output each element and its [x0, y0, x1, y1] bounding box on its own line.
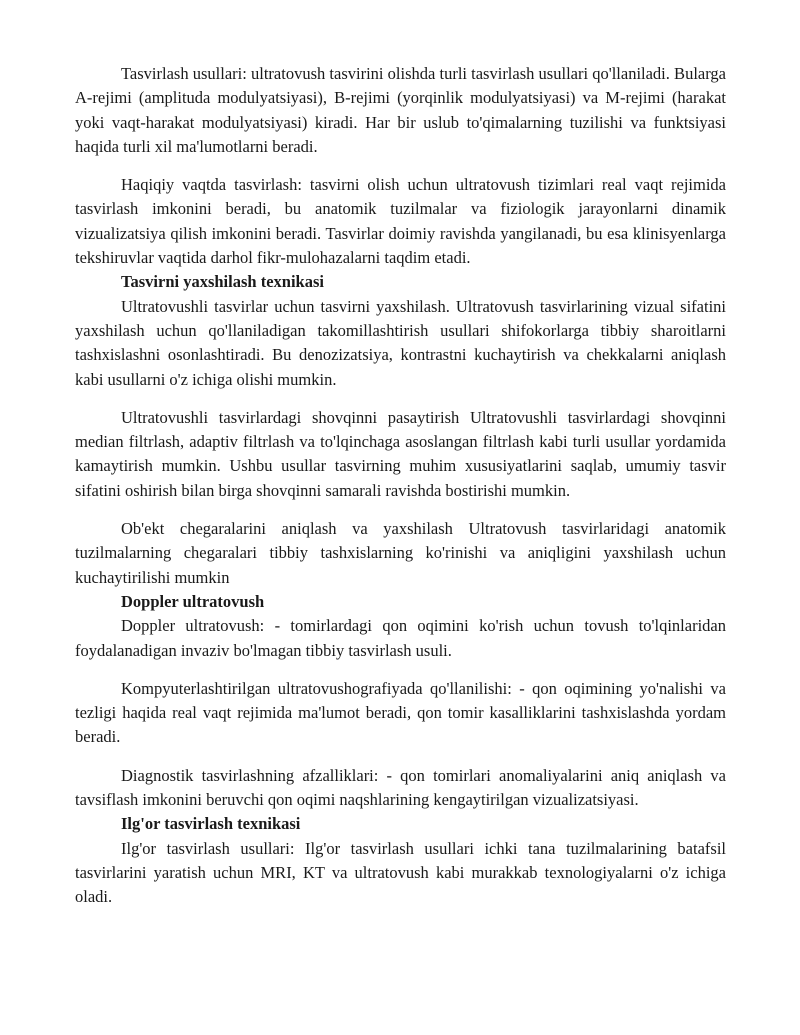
- paragraph-noise-reduction: Ultratovushli tasvirlardagi shovqinni pasaytirish Ultratovushli tasvirlardagi shovqinni median filtrlash, adaptiv filtrlash va to'lqinchaga asoslangan filtrlash kabi turli usullar yordamida kamaytirish mumkin. Ushbu usullar tasvirning muhim xususiyatlarini saqlab, umumiy tasvir sifatini oshirish bilan birga shovqinni samarali ravishda bostirishi mumkin.: [75, 407, 726, 500]
- paragraph-doppler-application: Kompyuterlashtirilgan ultratovushografiyada qo'llanilishi: - qon oqimining yo'nalishi va tezligi haqida real vaqt rejimida ma'lumot beradi, qon tomir kasalliklarini tashxislashda yordam beradi.: [75, 678, 726, 747]
- paragraph-doppler-definition: Doppler ultratovush: - tomirlardagi qon oqimini ko'rish uchun tovush to'lqinlaridan foydalanadigan invaziv bo'lmagan tibbiy tasvirlash usuli.: [75, 616, 726, 660]
- paragraph-advanced-imaging: Ilg'or tasvirlash usullari: Ilg'or tasvirlash usullari ichki tana tuzilmalarining batafsil tasvirlarini yaratish uchun MRI, KT va ultratovush kabi murakkab texnologiyalarni o'z ichiga oladi.: [75, 838, 726, 907]
- document-page: [75, 62, 726, 910]
- paragraph-image-enhancement: Ultratovushli tasvirlar uchun tasvirni yaxshilash. Ultratovush tasvirlarining vizual sifatini yaxshilash uchun qo'llaniladigan takomillashtirish usullari shifokorlarga tibbiy sharoitlarni tashxislashni osonlashtiradi. Bu denozizatsiya, kontrastni kuchaytirish va chekkalarni aniqlash kabi usullarni o'z ichiga olishi mumkin.: [75, 296, 726, 389]
- paragraph-real-time-imaging: Haqiqiy vaqtda tasvirlash: tasvirni olish uchun ultratovush tizimlari real vaqt rejimida tasvirlash imkonini beradi, bu anatomik tuzilmalar va fiziologik jarayonlarni dinamik vizualizatsiya qilish imkonini beradi. Tasvirlar doimiy ravishda yangilanadi, bu esa klinisyenlarga tekshiruvlar vaqtida darhol fikr-mulohazalarni taqdim etadi.: [75, 175, 726, 268]
- heading-image-enhancement: Tasvirni yaxshilash texnikasi: [121, 272, 324, 292]
- paragraph-boundary-detection: Ob'ekt chegaralarini aniqlash va yaxshilash Ultratovush tasvirlaridagi anatomik tuzilmalarning chegaralari tibbiy tashxislarning ko'rinishi va aniqligini yaxshilash uchun kuchaytirilishi mumkin: [75, 519, 726, 587]
- paragraph-imaging-modes: Tasvirlash usullari: ultratovush tasvirini olishda turli tasvirlash usullari qo'llaniladi. Bularga A-rejimi (amplituda modulyatsiyasi), B-rejimi (yorqinlik modulyatsiyasi) va M-rejimi (harakat yoki vaqt-harakat modulyatsiyasi) kiradi. Har bir uslub to'qimalarning tuzilishi va funktsiyasi haqida turli xil ma'lumotlarni beradi.: [75, 64, 726, 156]
- heading-advanced-imaging: Ilg'or tasvirlash texnikasi: [121, 814, 301, 834]
- paragraph-doppler-advantages: Diagnostik tasvirlashning afzalliklari: - qon tomirlari anomaliyalarini aniq aniqlash va tavsiflash imkonini beruvchi qon oqimi naqshlarining kengaytirilgan vizualizatsiyasi.: [75, 765, 726, 810]
- heading-doppler: Doppler ultratovush: [121, 591, 265, 611]
